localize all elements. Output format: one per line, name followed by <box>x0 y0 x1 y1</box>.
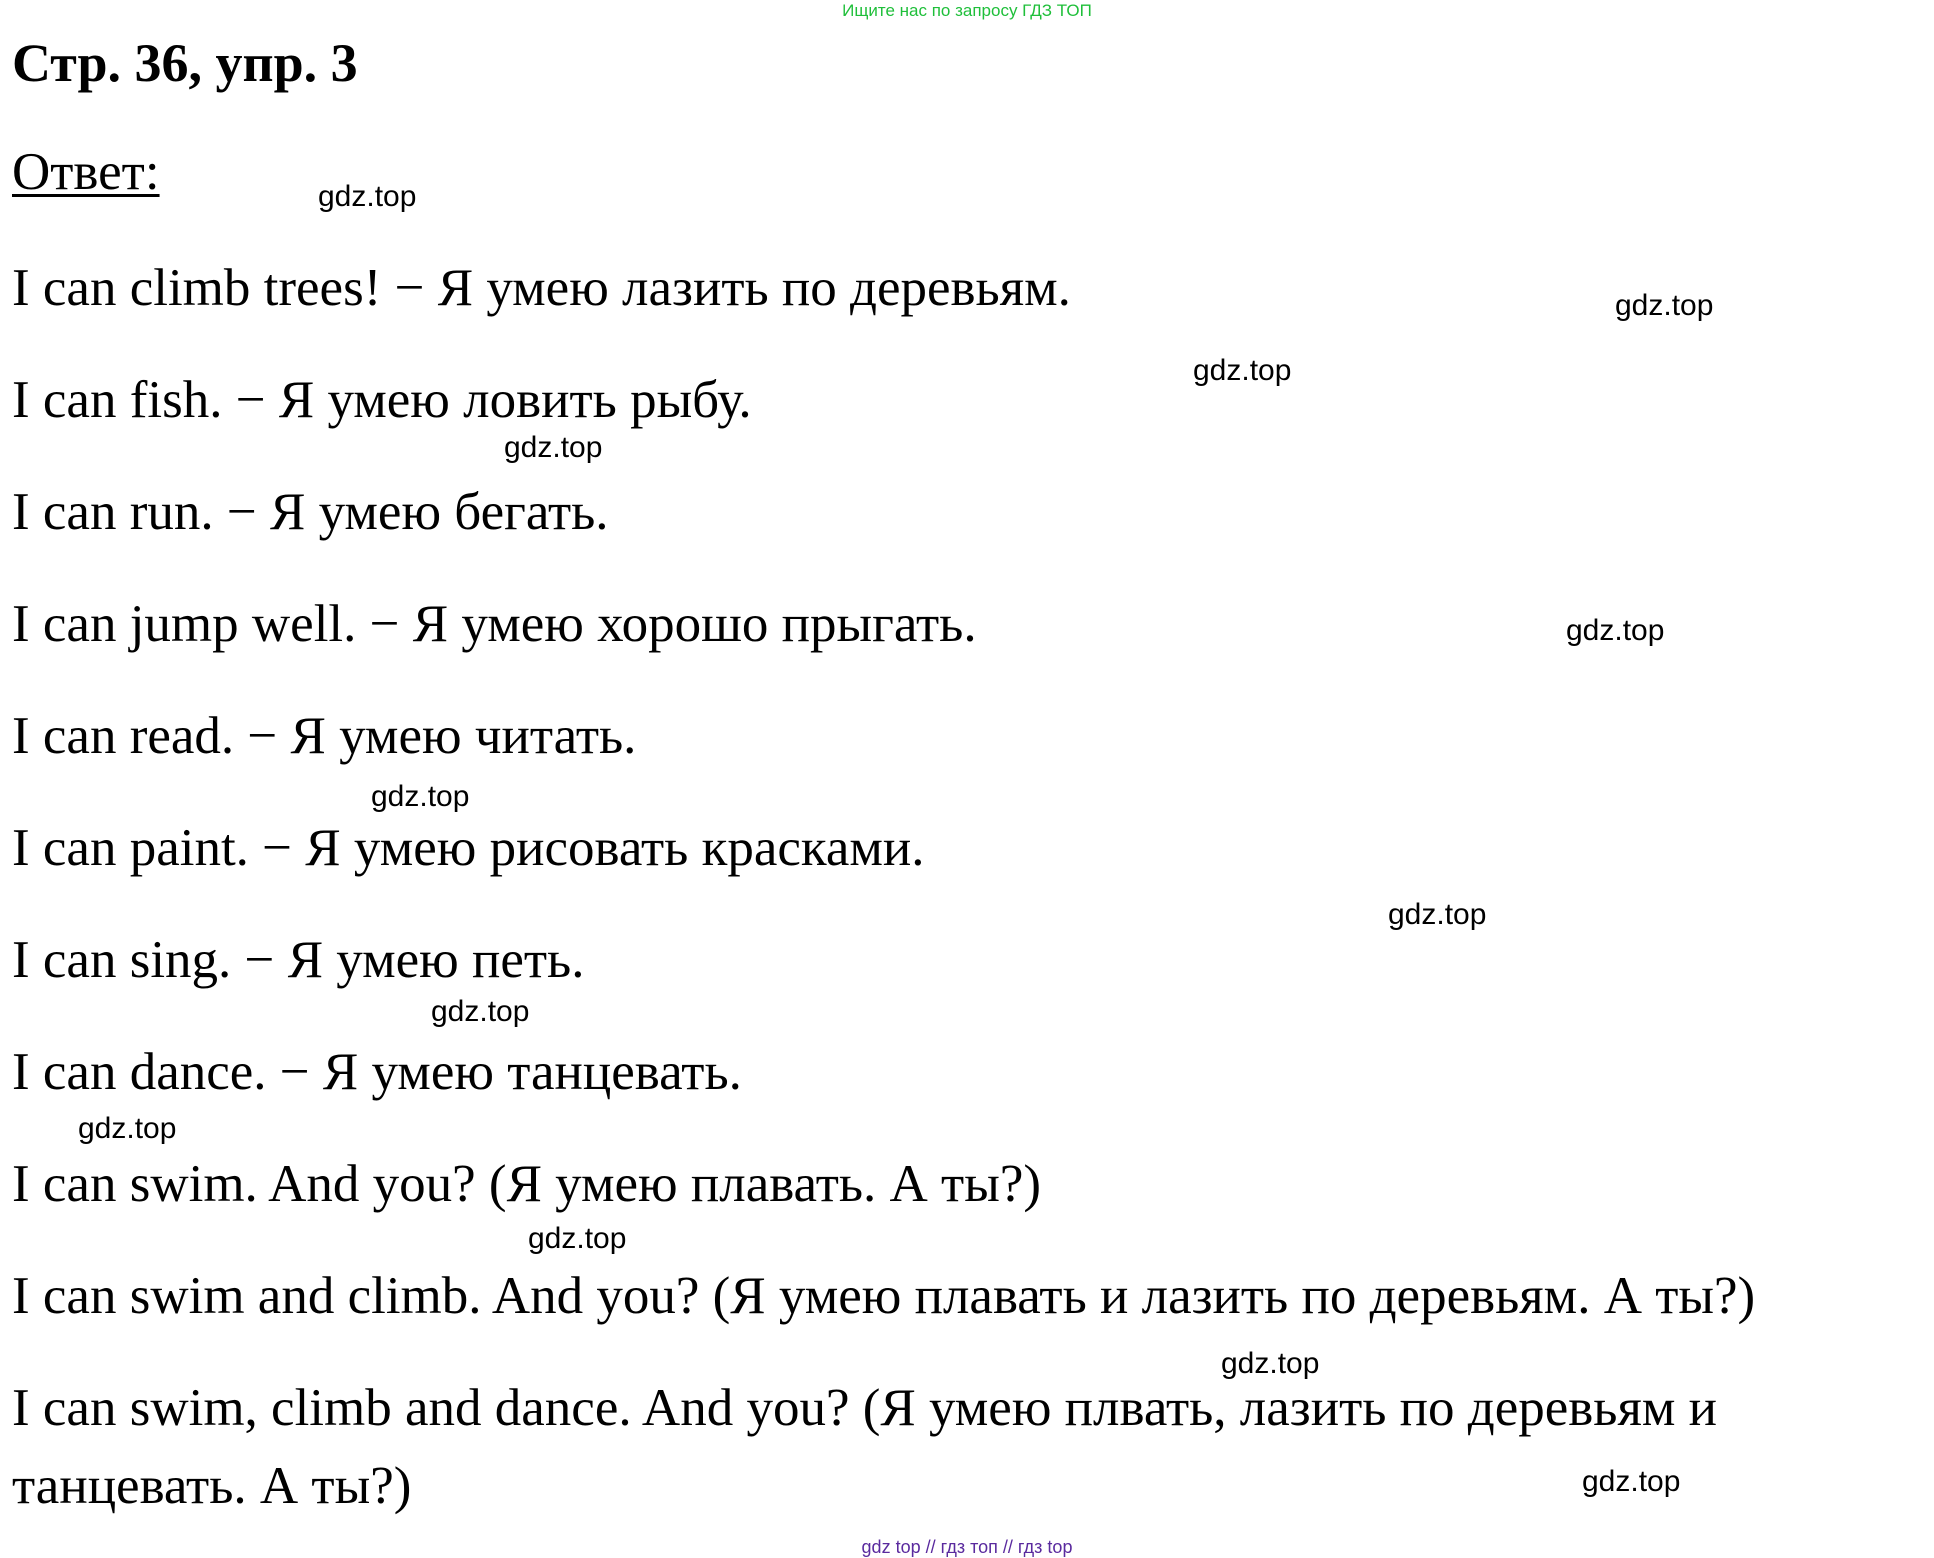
watermark: gdz.top <box>1193 354 1292 387</box>
answer-line-11: I can swim, climb and dance. And you? (Я умею плвать, лазить по деревьям и <box>12 1379 1718 1437</box>
top-banner: Ищите нас по запросу ГДЗ ТОП <box>842 1 1092 20</box>
answer-line-6: I can paint. − Я умею рисовать красками. <box>12 819 925 877</box>
answer-line-1: I can climb trees! − Я умею лазить по деревьям. <box>12 259 1071 317</box>
watermark: gdz.top <box>504 431 603 464</box>
answer-line-3: I can run. − Я умею бегать. <box>12 483 609 541</box>
watermark: gdz.top <box>318 180 417 213</box>
watermark: gdz.top <box>431 995 530 1028</box>
answer-line-10: I can swim and climb. And you? (Я умею плавать и лазить по деревьям. А ты?) <box>12 1267 1756 1325</box>
watermark: gdz.top <box>1582 1465 1681 1498</box>
watermark: gdz.top <box>528 1222 627 1255</box>
watermark: gdz.top <box>1388 898 1487 931</box>
watermark: gdz.top <box>1221 1347 1320 1380</box>
page-title: Стр. 36, упр. 3 <box>12 33 358 93</box>
answer-line-2: I can fish. − Я умею ловить рыбу. <box>12 371 752 429</box>
answer-label: Ответ: <box>12 143 160 201</box>
answer-line-8: I can dance. − Я умею танцевать. <box>12 1043 742 1101</box>
footer-watermark: gdz top // гдз топ // гдз top <box>861 1537 1073 1557</box>
watermark: gdz.top <box>371 780 470 813</box>
answer-line-7: I can sing. − Я умею петь. <box>12 931 585 989</box>
watermark: gdz.top <box>1615 289 1714 322</box>
answer-line-4: I can jump well. − Я умею хорошо прыгать. <box>12 595 977 653</box>
watermark: gdz.top <box>1566 614 1665 647</box>
answer-line-5: I can read. − Я умею читать. <box>12 707 637 765</box>
watermark: gdz.top <box>78 1112 177 1145</box>
answer-line-12: танцевать. А ты?) <box>12 1457 412 1515</box>
answer-line-9: I can swim. And you? (Я умею плавать. А ты?) <box>12 1155 1041 1213</box>
